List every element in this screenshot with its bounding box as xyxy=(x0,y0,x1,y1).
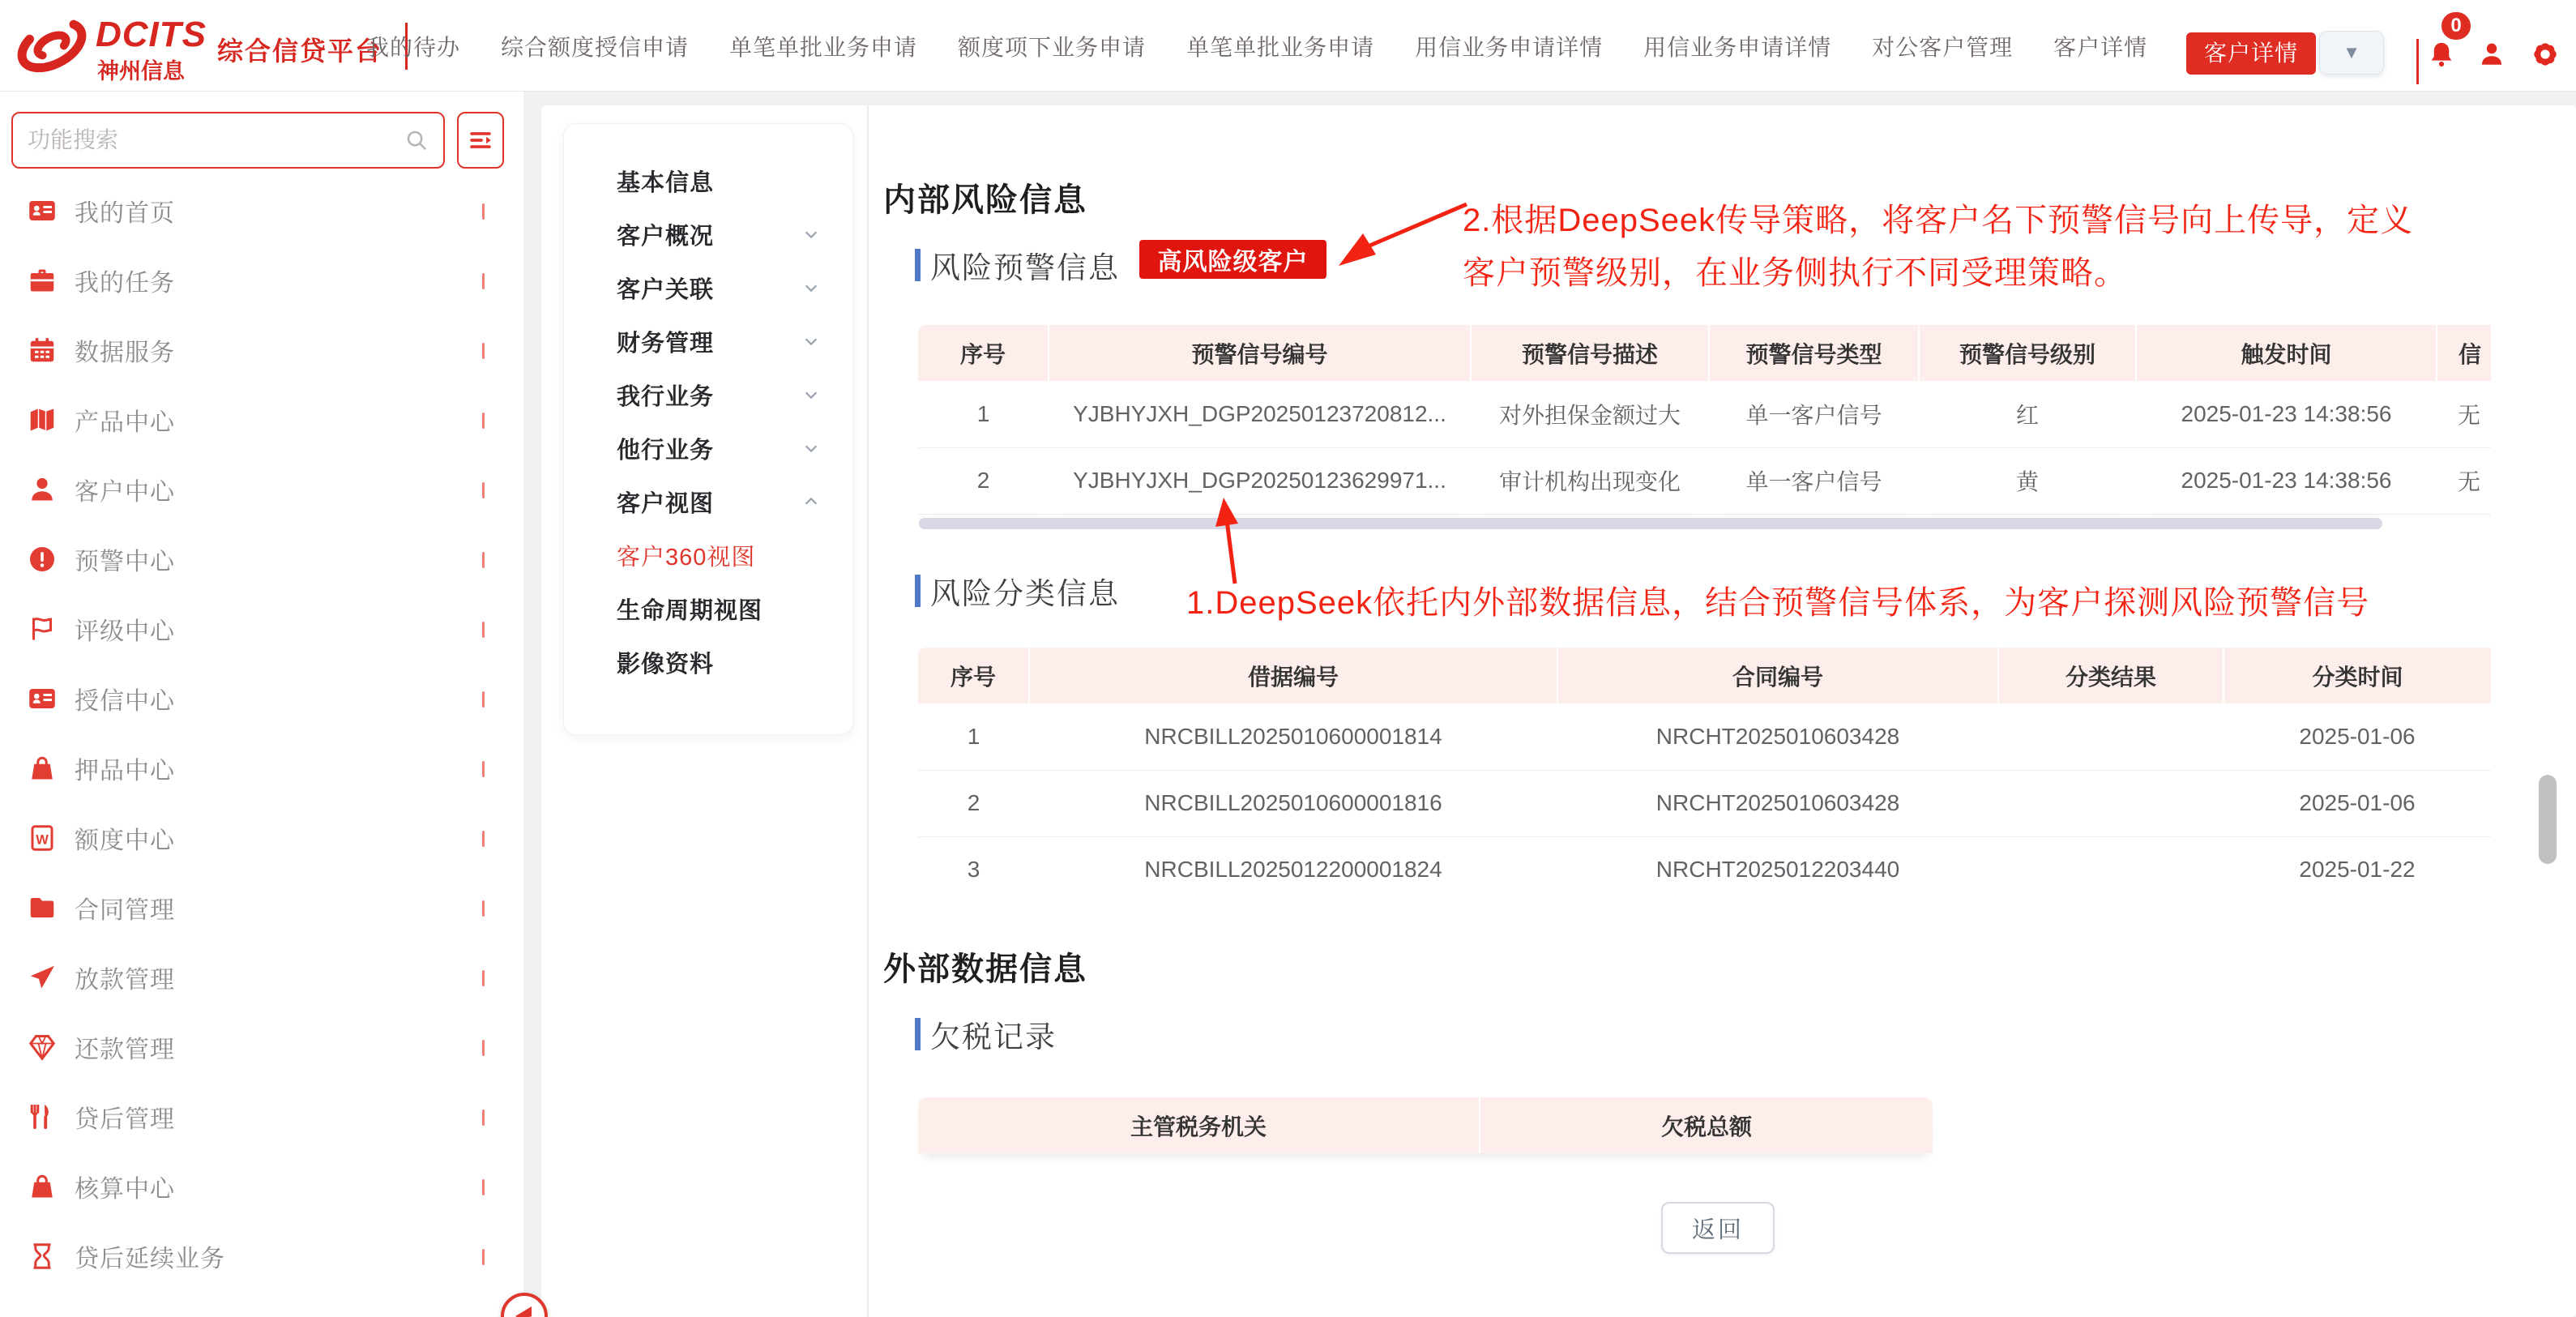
chevron-down-icon xyxy=(802,439,820,457)
col-signal-desc: 预警信号描述 xyxy=(1471,325,1709,381)
utensils-icon xyxy=(28,1102,57,1131)
cell-seq: 1 xyxy=(918,703,1029,770)
risk-classify-table xyxy=(918,648,2491,895)
flag-icon xyxy=(28,614,57,644)
sidebar-item-collateral-center[interactable] xyxy=(0,733,523,803)
cell-signal-level: 黄 xyxy=(1919,447,2136,514)
sidebar-item-label: 评级中心 xyxy=(75,618,175,645)
cell-signal-desc: 对外担保金额过大 xyxy=(1471,381,1709,447)
section-title: 风险预警信息 xyxy=(930,251,1120,284)
table-row xyxy=(918,836,2491,895)
section-bar xyxy=(915,249,921,281)
svg-text:W: W xyxy=(36,832,49,848)
submenu-item-image-materials[interactable] xyxy=(564,635,852,689)
calendar-icon xyxy=(28,336,57,365)
cell-signal-type: 单一客户信号 xyxy=(1709,381,1919,447)
sidebar-item-product-center[interactable] xyxy=(0,385,523,455)
cell-trigger-time: 2025-01-23 14:38:56 xyxy=(2136,381,2437,447)
submenu-item-customer-relation[interactable] xyxy=(564,261,852,314)
high-risk-customer-badge: 高风险级客户 xyxy=(1139,240,1326,279)
sidebar-item-my-home[interactable] xyxy=(0,176,523,246)
col-tax-total: 欠税总额 xyxy=(1480,1097,1933,1153)
risk-warning-table xyxy=(918,325,2491,518)
submenu-label: 他行业务 xyxy=(617,437,715,464)
external-data-title: 外部数据信息 xyxy=(883,951,1087,987)
cell-seq: 3 xyxy=(918,836,1029,895)
user-icon[interactable] xyxy=(2478,41,2506,68)
sidebar-item-label: 客户中心 xyxy=(75,479,175,506)
col-tax-authority: 主管税务机关 xyxy=(918,1097,1480,1153)
chevron-down-icon xyxy=(802,386,820,404)
nav-item-customer-detail[interactable]: 客户详情 xyxy=(2053,34,2148,60)
cell-signal-level: 红 xyxy=(1919,381,2136,447)
sidebar-item-rating-center[interactable] xyxy=(0,594,523,664)
submenu-label: 生命周期视图 xyxy=(617,597,763,624)
sidebar-item-label: 放款管理 xyxy=(75,967,175,994)
col-bill-no: 借据编号 xyxy=(1029,648,1557,703)
chevron-down-icon xyxy=(482,203,485,218)
map-icon xyxy=(28,405,57,434)
submenu-label: 基本信息 xyxy=(617,169,715,196)
chevron-down-icon xyxy=(482,1179,485,1194)
annotation-detection: 1.DeepSeek依托内外部数据信息，结合预警信号体系，为客户探测风险预警信号 xyxy=(1186,585,2370,621)
col-signal-no: 预警信号编号 xyxy=(1049,325,1471,381)
table-header-row xyxy=(918,648,2491,703)
sidebar-item-label: 额度中心 xyxy=(75,827,175,854)
chevron-down-icon xyxy=(482,622,485,636)
chevron-down-icon xyxy=(482,413,485,427)
sidebar-item-my-tasks[interactable] xyxy=(0,246,523,315)
sidebar-item-limit-center[interactable] xyxy=(0,803,523,873)
brand-name: DCITS xyxy=(96,15,207,54)
submenu-item-finance-mgmt[interactable] xyxy=(564,314,852,368)
dcits-logo-icon xyxy=(13,11,91,79)
cell-bill-no: NRCBILL2025010600001816 xyxy=(1029,770,1557,836)
paper-plane-icon xyxy=(28,963,57,992)
submenu-label: 客户360视图 xyxy=(617,544,756,571)
chevron-down-icon xyxy=(482,970,485,985)
user-icon xyxy=(28,475,57,504)
table-header-row xyxy=(918,1097,1933,1153)
chevron-down-icon xyxy=(482,1040,485,1054)
vertical-scrollbar[interactable] xyxy=(2539,775,2557,864)
bag-icon xyxy=(28,754,57,783)
menu-unfold-icon xyxy=(467,126,494,154)
top-nav xyxy=(366,0,2147,92)
doc-w-icon xyxy=(28,823,57,853)
table-header-row xyxy=(918,325,2491,381)
sidebar-item-data-services[interactable] xyxy=(0,315,523,385)
sidebar-item-label: 贷后延续业务 xyxy=(75,1246,225,1272)
nav-item-single-batch-apply-1[interactable]: 单笔单批业务申请 xyxy=(729,34,918,60)
sidebar-item-label: 还款管理 xyxy=(75,1037,175,1063)
annotation-line1: 2.根据DeepSeek传导策略，将客户名下预警信号向上传导，定义 xyxy=(1463,203,2414,238)
chevron-down-icon xyxy=(482,691,485,706)
table-row xyxy=(918,770,2491,836)
col-signal-level: 预警信号级别 xyxy=(1919,325,2136,381)
sidebar-item-label: 数据服务 xyxy=(75,340,175,366)
submenu-item-other-bank-business[interactable] xyxy=(564,421,852,475)
cell-signal-desc: 审计机构出现变化 xyxy=(1471,447,1709,514)
cell-classify-result xyxy=(1998,836,2224,895)
id-card-icon xyxy=(28,196,57,225)
cell-classify-time: 2025-01-22 xyxy=(2224,836,2491,895)
cell-classify-time: 2025-01-06 xyxy=(2224,703,2491,770)
submenu-label: 影像资料 xyxy=(617,651,715,678)
chevron-down-icon xyxy=(482,343,485,357)
cell-bill-no: NRCBILL2025012200001824 xyxy=(1029,836,1557,895)
sidebar-item-label: 我的任务 xyxy=(75,270,175,297)
cell-contract-no: NRCHT2025010603428 xyxy=(1557,703,1998,770)
table-row xyxy=(918,447,2491,514)
section-title: 欠税记录 xyxy=(930,1020,1057,1054)
id-card-icon xyxy=(28,684,57,713)
submenu-item-customer-360-view[interactable] xyxy=(564,528,852,582)
sidebar-item-label: 授信中心 xyxy=(75,688,175,715)
chevron-down-icon xyxy=(482,1249,485,1264)
function-search-box xyxy=(11,112,445,169)
sidebar-item-contract-mgmt[interactable] xyxy=(0,873,523,943)
submenu-label: 我行业务 xyxy=(617,383,715,410)
customer-detail-submenu xyxy=(563,123,853,735)
search-input[interactable] xyxy=(28,127,404,153)
chevron-down-icon xyxy=(482,552,485,567)
gem-icon xyxy=(28,1033,57,1062)
chevron-down-icon xyxy=(482,831,485,845)
nav-item-loan-use-detail-1[interactable]: 用信业务申请详情 xyxy=(1415,34,1604,60)
annotation-line2: 客户预警级别，在业务侧执行不同受理策略。 xyxy=(1463,255,2127,291)
col-contract-no: 合同编号 xyxy=(1557,648,1998,703)
col-seq: 序号 xyxy=(918,325,1049,381)
section-title: 风险分类信息 xyxy=(930,577,1120,610)
tab-customer-detail-active[interactable]: 客户详情 xyxy=(2186,32,2316,75)
col-seq: 序号 xyxy=(918,648,1029,703)
internal-risk-title: 内部风险信息 xyxy=(883,182,1087,218)
nav-item-under-limit-apply[interactable]: 额度项下业务申请 xyxy=(958,34,1147,60)
sidebar-item-label: 我的首页 xyxy=(75,200,175,227)
briefcase-icon xyxy=(28,266,57,295)
header-separator xyxy=(2416,39,2419,84)
top-header xyxy=(0,0,2576,92)
search-icon xyxy=(404,128,429,152)
table-row xyxy=(918,703,2491,770)
submenu-item-our-bank-business[interactable] xyxy=(564,368,852,421)
annotation-arrow-to-badge xyxy=(1329,198,1475,276)
submenu-item-customer-view[interactable] xyxy=(564,475,852,528)
sidebar-item-label: 产品中心 xyxy=(75,409,175,436)
chevron-down-icon xyxy=(802,332,820,350)
col-clipped: 信 xyxy=(2437,325,2491,381)
cell-seq: 2 xyxy=(918,447,1049,514)
submenu-label: 客户视图 xyxy=(617,490,715,517)
sidebar-item-post-loan-continuation[interactable] xyxy=(0,1221,523,1291)
chevron-down-icon xyxy=(482,273,485,288)
chevron-down-icon xyxy=(802,279,820,297)
content-divider xyxy=(867,105,869,1317)
chevron-down-icon xyxy=(482,1110,485,1124)
sidebar-item-label: 贷后管理 xyxy=(75,1106,175,1133)
col-classify-result: 分类结果 xyxy=(1998,648,2224,703)
tax-record-table xyxy=(918,1097,1933,1153)
back-button[interactable]: 返回 xyxy=(1661,1202,1775,1254)
nav-item-corporate-customer-mgmt[interactable]: 对公客户管理 xyxy=(1872,34,2014,60)
risk-classify-section-label xyxy=(915,569,1120,613)
submenu-label: 客户概况 xyxy=(617,223,715,250)
cell-classify-result xyxy=(1998,703,2224,770)
cell-signal-type: 单一客户信号 xyxy=(1709,447,1919,514)
nav-item-loan-use-detail-2[interactable]: 用信业务申请详情 xyxy=(1643,34,1832,60)
sidebar-menu xyxy=(0,176,523,1291)
chevron-down-icon xyxy=(802,225,820,243)
chevron-down-icon: ▼ xyxy=(2343,42,2360,62)
sidebar-item-disbursement-mgmt[interactable] xyxy=(0,943,523,1012)
nav-item-single-batch-apply-2[interactable]: 单笔单批业务申请 xyxy=(1186,34,1375,60)
submenu-item-basic-info[interactable] xyxy=(564,154,852,207)
cell-clipped: 无 xyxy=(2437,447,2491,514)
sidebar xyxy=(0,92,523,1317)
horizontal-scrollbar[interactable] xyxy=(919,518,2382,529)
section-bar xyxy=(915,1018,921,1050)
cell-bill-no: NRCBILL2025010600001814 xyxy=(1029,703,1557,770)
cell-contract-no: NRCHT2025010603428 xyxy=(1557,770,1998,836)
nav-item-my-todo[interactable]: 我的待办 xyxy=(366,34,461,60)
nav-item-credit-limit-apply[interactable]: 综合额度授信申请 xyxy=(501,34,690,60)
sidebar-item-label: 预警中心 xyxy=(75,549,175,575)
cell-seq: 2 xyxy=(918,770,1029,836)
submenu-item-lifecycle-view[interactable] xyxy=(564,582,852,635)
col-classify-time: 分类时间 xyxy=(2224,648,2491,703)
chevron-down-icon xyxy=(482,900,485,915)
tab-overflow-dropdown[interactable] xyxy=(2319,31,2384,75)
chevron-up-icon xyxy=(802,493,820,511)
notification-badge: 0 xyxy=(2439,10,2473,42)
sidebar-item-accounting-center[interactable] xyxy=(0,1152,523,1221)
sidebar-item-warning-center[interactable] xyxy=(0,524,523,594)
cell-signal-no: YJBHYJXH_DGP20250123629971... xyxy=(1049,447,1471,514)
col-signal-type: 预警信号类型 xyxy=(1709,325,1919,381)
col-trigger-time: 触发时间 xyxy=(2136,325,2437,381)
sidebar-item-credit-center[interactable] xyxy=(0,664,523,733)
hourglass-icon xyxy=(28,1242,57,1271)
chevron-down-icon xyxy=(482,482,485,497)
section-bar xyxy=(915,575,921,607)
tax-record-section-label xyxy=(915,1012,1057,1056)
product-title: 综合信贷平台 xyxy=(217,36,383,66)
cell-trigger-time: 2025-01-23 14:38:56 xyxy=(2136,447,2437,514)
sidebar-item-label: 核算中心 xyxy=(75,1176,175,1203)
cell-seq: 1 xyxy=(918,381,1049,447)
sidebar-item-repayment-mgmt[interactable] xyxy=(0,1012,523,1082)
cell-clipped: 无 xyxy=(2437,381,2491,447)
sidebar-item-label: 押品中心 xyxy=(75,758,175,785)
bell-icon[interactable] xyxy=(2428,41,2455,68)
brand-subtitle: 神州信息 xyxy=(97,59,185,83)
cell-classify-time: 2025-01-06 xyxy=(2224,770,2491,836)
cell-contract-no: NRCHT2025012203440 xyxy=(1557,836,1998,895)
sidebar-item-label: 合同管理 xyxy=(75,897,175,924)
folder-icon xyxy=(28,893,57,922)
bag-icon xyxy=(28,1172,57,1201)
sidebar-item-post-loan-mgmt[interactable] xyxy=(0,1082,523,1152)
alert-circle-icon xyxy=(28,545,57,574)
collapse-arrow-icon xyxy=(511,1302,538,1317)
submenu-label: 财务管理 xyxy=(617,330,715,357)
annotation-propagation xyxy=(1463,195,2413,300)
submenu-item-customer-overview[interactable] xyxy=(564,207,852,261)
chevron-down-icon xyxy=(482,761,485,776)
risk-warning-section-label xyxy=(915,243,1120,287)
menu-collapse-button[interactable] xyxy=(457,112,504,169)
cell-signal-no: YJBHYJXH_DGP20250123720812... xyxy=(1049,381,1471,447)
gear-icon[interactable] xyxy=(2531,41,2559,68)
annotation-arrow-to-row xyxy=(1206,493,1258,588)
submenu-label: 客户关联 xyxy=(617,276,715,303)
sidebar-item-customer-center[interactable] xyxy=(0,455,523,524)
table-row xyxy=(918,381,2491,447)
cell-classify-result xyxy=(1998,770,2224,836)
